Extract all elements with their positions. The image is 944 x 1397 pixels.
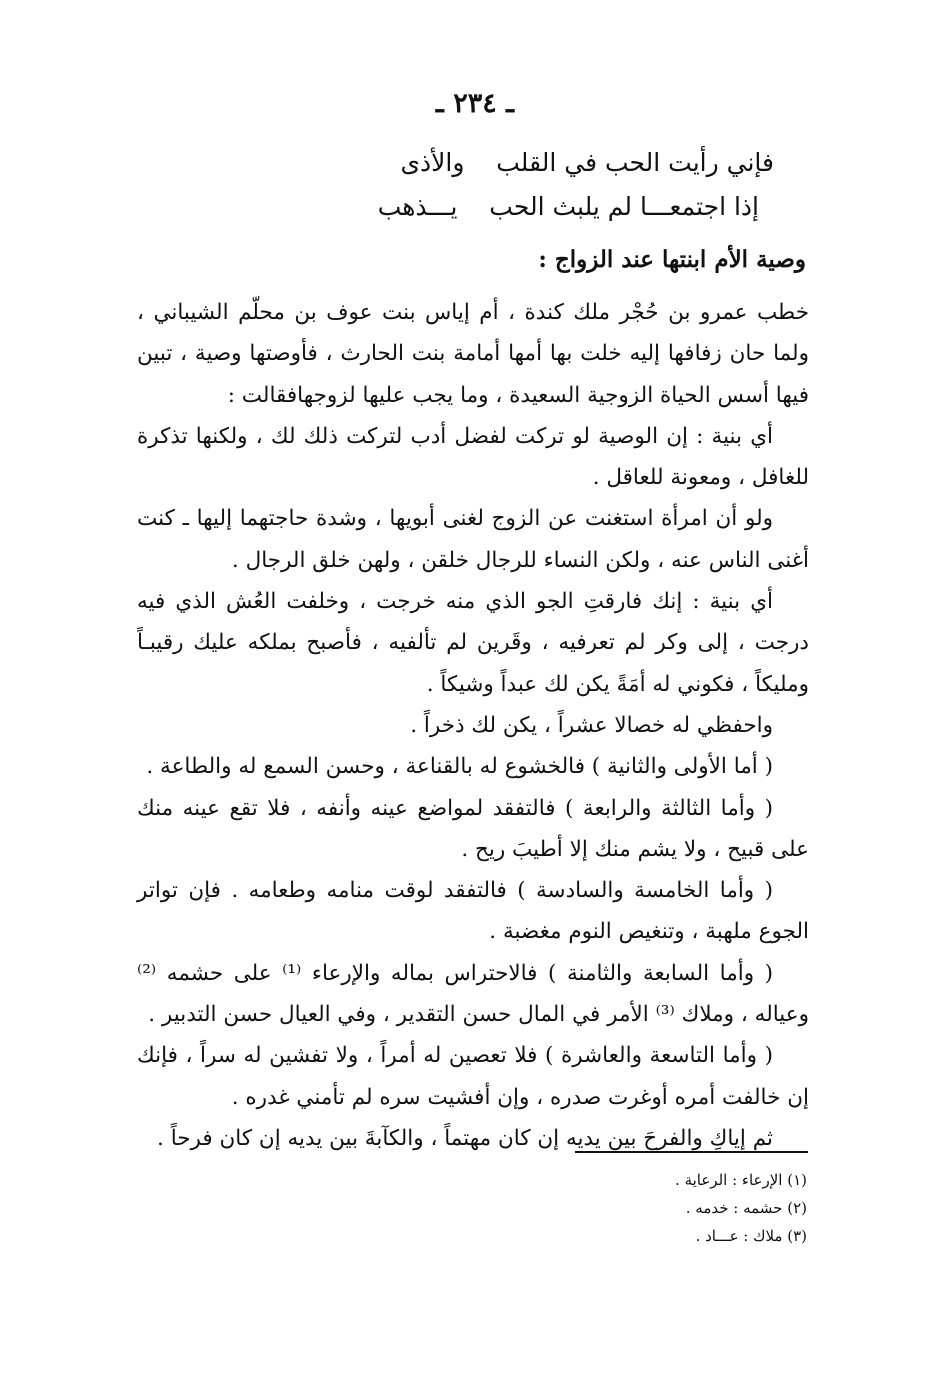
verse-line [378, 192, 759, 221]
verse-line [400, 148, 774, 177]
footnote: (٣) ملاك : عـــاد . [695, 1227, 807, 1245]
paragraph: خطب عمرو بن حُجْر ملك كندة ، أم إياس بنت عوف بن محلّم الشيباني ، ولما حان زفافها إليه خلت بها أمها أمامة بنت الحارث ، فأوصتها وصية ، تبين فيها أسس الحياة الزوجية السعيدة ، وما يجب عليها لزوجهافقالت : [137, 300, 809, 408]
paragraph: ( وأما الثالثة والرابعة ) فالتفقد لمواضع عينه وأنفه ، فلا تقع عينه منك على قبيح ، ولا يشم منك إلا أطيبَ ريح . [137, 795, 809, 862]
verse-hemistich-second: يـــذهب [377, 192, 458, 221]
page-number: ـ ٢٣٤ ـ [435, 88, 515, 119]
paragraph: أي بنية : إن الوصية لو تركت لفضل أدب لتركت ذلك لك ، ولكنها تذكرة للغافل ، ومعونة للعاقل . [137, 423, 809, 491]
verse-hemistich-first: فإني رأيت الحب في القلب [496, 148, 774, 177]
body-text [137, 292, 809, 1159]
paragraph: ( أما الأولى والثانية ) فالخشوع له بالقناعة ، وحسن السمع له والطاعة . [146, 754, 773, 780]
paragraph: ( وأما السابعة والثامنة ) فالاحتراس بماله والإرعاء ⁽¹⁾ على حشمه ⁽²⁾ وعياله ، وملاك ⁽³⁾ الأمر في المال حسن التقدير ، وفي العيال حسن التدبير . [137, 960, 809, 1028]
paragraph: ولو أن امرأة استغنت عن الزوج لغنى أبويها ، وشدة حاجتهما إليها ـ كنت أغنى الناس عنه ، ولكن النساء للرجال خلقن ، ولهن خلق الرجال . [137, 506, 809, 573]
verse-hemistich-first: إذا اجتمعـــا لم يلبث الحب [489, 192, 759, 221]
paragraph: ( وأما الخامسة والسادسة ) فالتفقد لوقت منامه وطعامه . فإن تواتر الجوع ملهبة ، وتنغيص النوم مغضبة . [137, 878, 809, 945]
paragraph: ( وأما التاسعة والعاشرة ) فلا تعصين له أمراً ، ولا تفشين له سراً ، فإنك إن خالفت أمره أوغرت صدره ، وإن أفشيت سره لم تأمني غدره . [137, 1043, 809, 1110]
paragraph: ثم إياكِ والفرحَ بين يديه إن كان مهتماً ، والكآبةَ بين يديه إن كان فرحاً . [157, 1125, 773, 1151]
footnote-divider [575, 1151, 808, 1153]
section-heading: وصية الأم ابنتها عند الزواج : [538, 246, 806, 273]
paragraph: أي بنية : إنك فارقتِ الجو الذي منه خرجت ، وخلفت العُش الذي فيه درجت ، إلى وكر لم تعرفيه ، وقَرين لم تألفيه ، فأصبح بملكه عليك رقيبـاً ومليكاً ، فكوني له أمَةً يكن لك عبداً وشيكاً . [137, 589, 809, 697]
verse-hemistich-second: والأذى [400, 148, 465, 177]
footnote: (١) الإرعاء : الرعاية . [675, 1171, 807, 1189]
footnote: (٢) حشمه : خدمه . [685, 1199, 807, 1217]
paragraph: واحفظي له خصالا عشراً ، يكن لك ذخراً . [410, 712, 773, 738]
footnotes [675, 1166, 807, 1250]
